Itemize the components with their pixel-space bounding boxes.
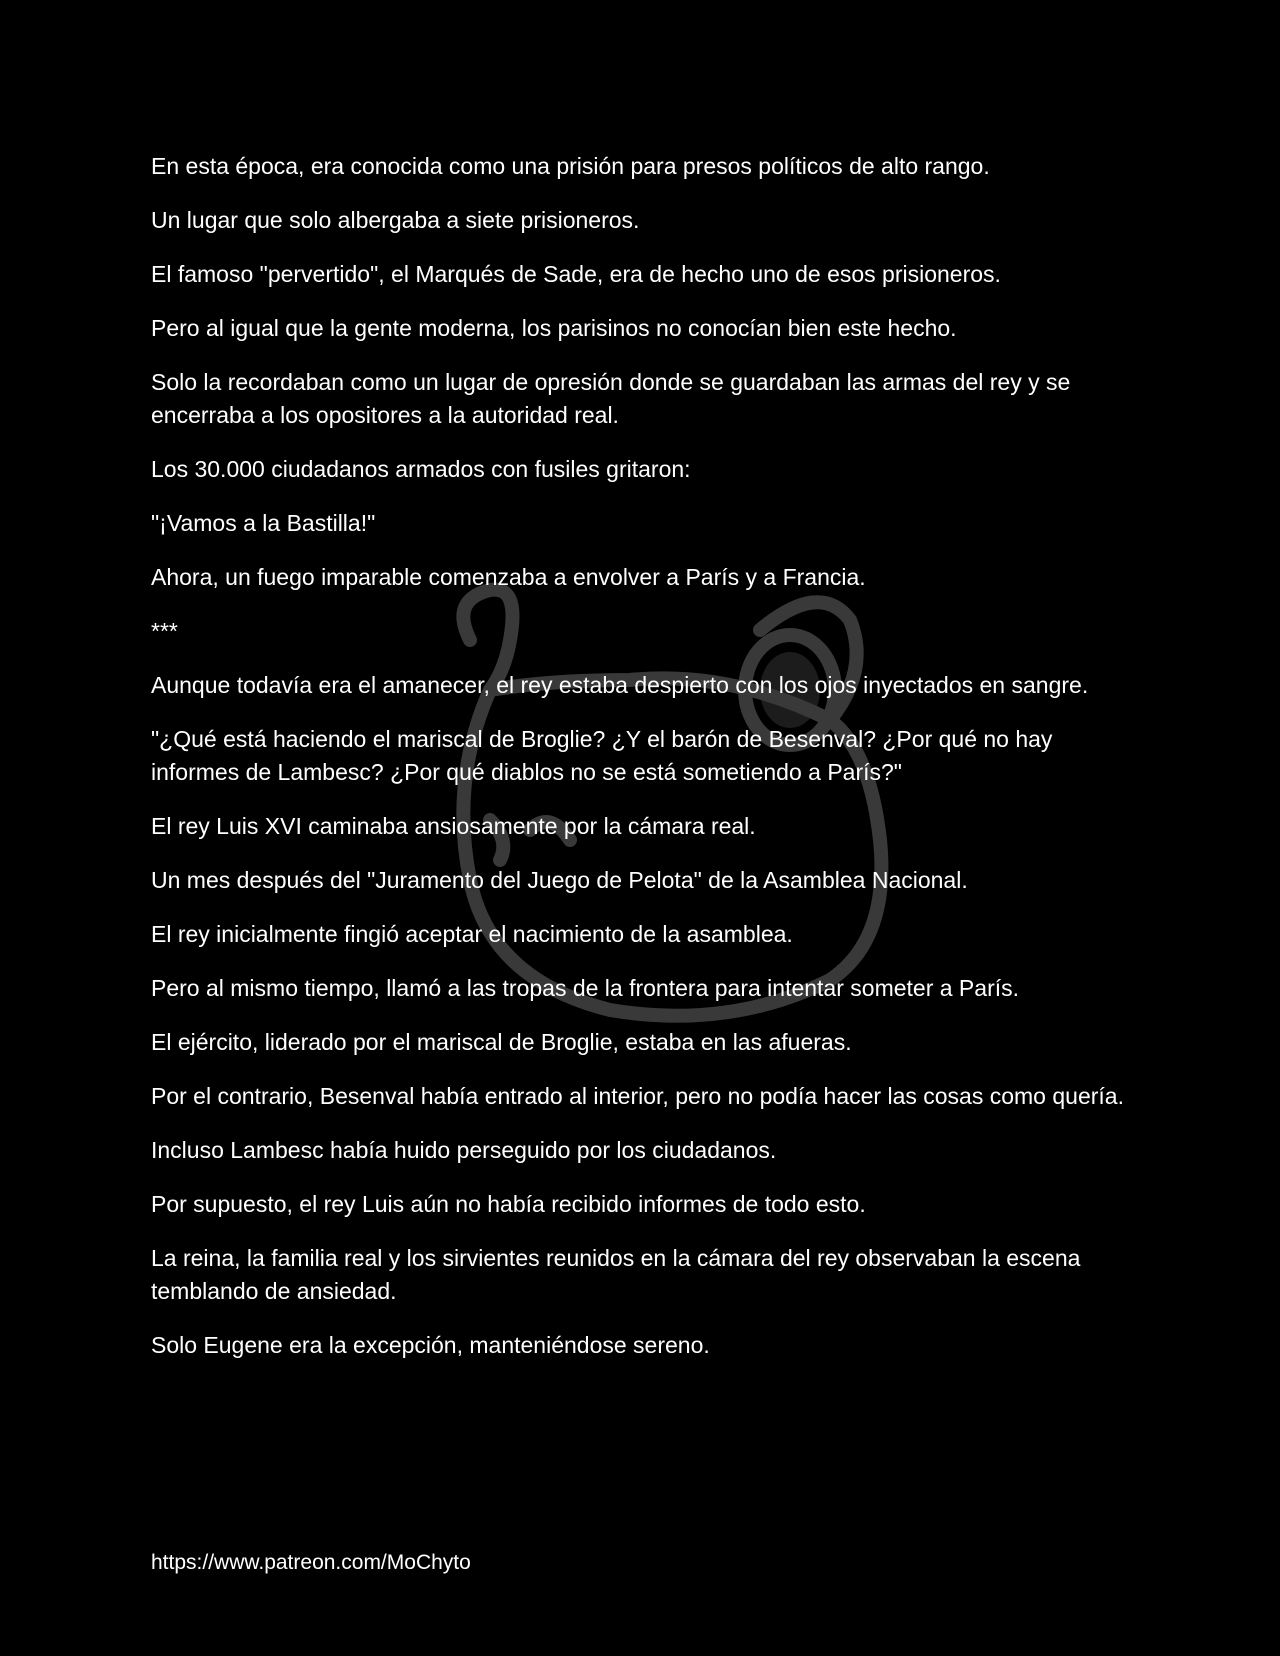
paragraph: Por supuesto, el rey Luis aún no había recibido informes de todo esto.	[151, 1191, 866, 1217]
paragraph: Pero al igual que la gente moderna, los parisinos no conocían bien este hecho.	[151, 315, 957, 341]
paragraph: ***	[151, 618, 178, 644]
paragraph: La reina, la familia real y los sirvientes reunidos en la cámara del rey observaban la escena temblando de ansiedad.	[151, 1245, 1081, 1304]
paragraph: Aunque todavía era el amanecer, el rey estaba despierto con los ojos inyectados en sangre.	[151, 672, 1089, 698]
paragraph: Solo la recordaban como un lugar de opresión donde se guardaban las armas del rey y se encerraba a los opositores a la autoridad real.	[151, 369, 1071, 428]
paragraph: El rey Luis XVI caminaba ansiosamente por la cámara real.	[151, 813, 756, 839]
paragraph: Un lugar que solo albergaba a siete prisioneros.	[151, 207, 640, 233]
paragraph: El famoso "pervertido", el Marqués de Sade, era de hecho uno de esos prisioneros.	[151, 261, 1001, 287]
paragraph: El ejército, liderado por el mariscal de Broglie, estaba en las afueras.	[151, 1029, 852, 1055]
paragraph: Los 30.000 ciudadanos armados con fusiles gritaron:	[151, 456, 691, 482]
paragraph: En esta época, era conocida como una prisión para presos políticos de alto rango.	[151, 153, 990, 179]
paragraph: El rey inicialmente fingió aceptar el nacimiento de la asamblea.	[151, 921, 793, 947]
paragraph: Solo Eugene era la excepción, manteniéndose sereno.	[151, 1332, 710, 1358]
paragraph: Ahora, un fuego imparable comenzaba a envolver a París y a Francia.	[151, 564, 866, 590]
paragraph: Incluso Lambesc había huido perseguido por los ciudadanos.	[151, 1137, 777, 1163]
paragraph: Por el contrario, Besenval había entrado al interior, pero no podía hacer las cosas como quería.	[151, 1083, 1124, 1109]
paragraph: Un mes después del "Juramento del Juego de Pelota" de la Asamblea Nacional.	[151, 867, 968, 893]
paragraph: Pero al mismo tiempo, llamó a las tropas de la frontera para intentar someter a París.	[151, 975, 1020, 1001]
paragraph: "¡Vamos a la Bastilla!"	[151, 510, 376, 536]
paragraph: "¿Qué está haciendo el mariscal de Broglie? ¿Y el barón de Besenval? ¿Por qué no hay informes de Lambesc? ¿Por qué diablos no se está sometiendo a París?"	[151, 726, 1053, 785]
patreon-link[interactable]: https://www.patreon.com/MoChyto	[151, 1551, 471, 1574]
document-body	[151, 150, 1141, 1383]
